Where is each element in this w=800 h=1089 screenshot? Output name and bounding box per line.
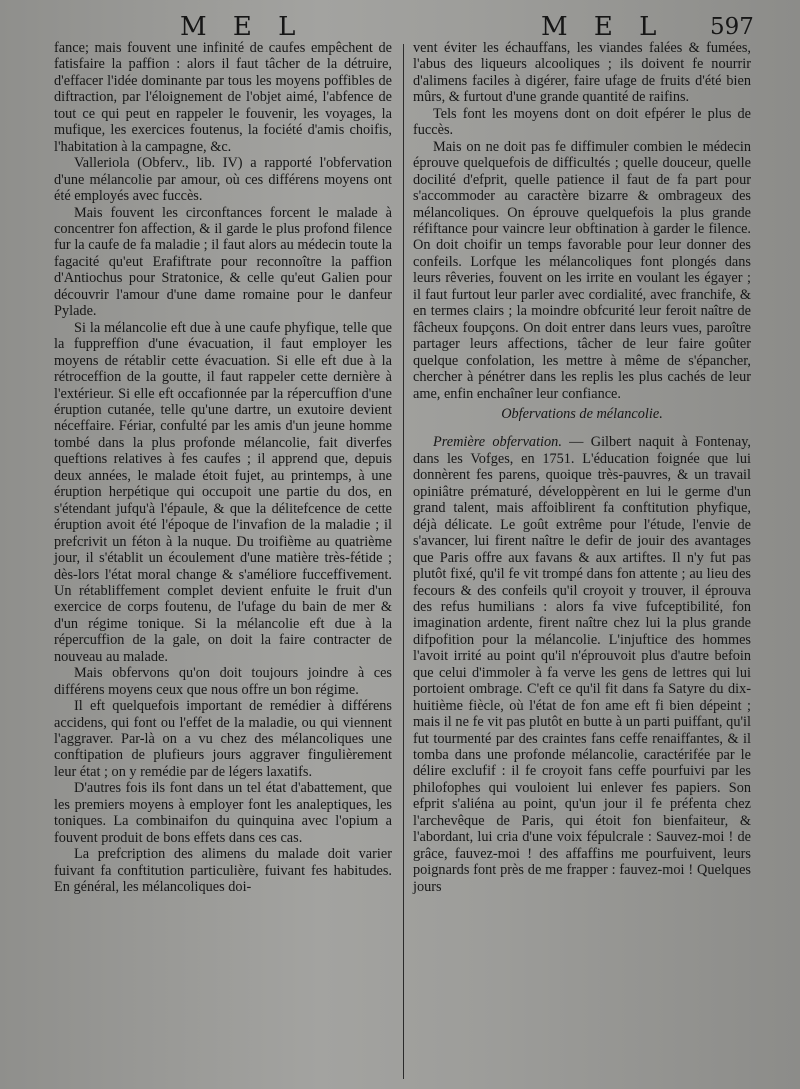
paragraph: Mais fouvent les circonftances forcent le malade à concentrer fon affection, & il garde le plus profond filence fur la caufe de fa maladie ; il faut alors au médecin toute la fagacité qu'eut Erafiftrate pour reconnoître la paffion d'Antiochus pour Stratonice, & celle qu'eut Galien pour découvrir l'amour d'une dame romaine pour le danfeur Pylade. xyxy=(54,204,392,320)
paragraph: Si la mélancolie eft due à une caufe phyfique, telle que la fuppreffion d'une évacuation, il faut employer les moyens de rétablir cette évacuation. Si elle eft due à la rétroceffion de la goutte, il faut rappeler cette dernière à l'extérieur. Si elle eft occafionnée par la répercuffion d'une éruption cutanée, telle qu'une dartre, un exutoire devient néceffaire. Fériar, confulté par les amis d'un jeune homme tombé dans la plus profonde mélancolie, fait diverfes queftions relatives à fes caufes ; il apprend que, depuis deux années, le malade étoit fujet, au printemps, à une éruption herpétique qui occupoit une partie du dos, en s'étendant jufqu'à l'épaule, & que la délitefcence de cette éruption avoit été l'époque de l'invafion de la maladie ; il prefcrivit un féton à la nuque. Du troifième au quatrième jour, il s'établit un écoulement d'une matière très-fétide ; dès-lors l'état moral change & s'améliore fucceffivement. Un rétabliffement complet devient enfuite le fruit d'un exercice de corps foutenu, de l'ufage du bain de mer & d'un régime tonique. Si la mélancolie eft due à la répercuffion de la gale, on doit la faire contracter de nouveau au malade. xyxy=(54,319,392,665)
paragraph: Mais on ne doit pas fe diffimuler combien le médecin éprouve quelquefois de difficultés ; quelle douceur, quelle docilité d'efprit, quelle patience il faut de fa part pour s'accommoder au caractère bizarre & ombrageux des mélancoliques. On éprouve quelquefois la plus grande réfiftance pour vaincre leur obftination à garder le filence. On doit choifir un temps favorable pour leur donner des confeils. Lorfque les mélancoliques font plongés dans leurs rêveries, fouvent on les irrite en voulant les égayer ; il faut furtout leur parler avec cordialité, avec franchife, & en termes clairs ; la moindre obfcurité leur feroit naître de fâcheux foupçons. On doit entrer dans leurs vues, paroître partager leurs affections, tâcher de leur faire goûter quelque confolation, les mettre à même de s'épancher, chercher à pénétrer dans les replis les plus cachés de leur ame, enfin enchaîner leur confiance. xyxy=(413,138,751,402)
page-number: 597 xyxy=(710,14,754,40)
observation-text: — Gilbert naquit à Fontenay, dans les Vofges, en 1751. L'éducation foignée que lui donnèrent fes parens, quoique très-pauvres, & un travail opiniâtre prématuré, développèrent en lui le germe d'un grand talent, mais affoiblirent fa conftitution phyfique, déjà délicate. Le goût extrême pour l'étude, l'envie de s'avancer, lui firent naître le defir de jouir des avantages que Paris offre aux favans & aux artiftes. Il n'y fut pas plutôt fixé, qu'il fe vit trompé dans fon attente ; au lieu des fecours & des confeils qu'il croyoit y trouver, il éprouva des refus humilians : alors fa vive fufceptibilité, fon imagination ardente, firent naître chez lui la plus grande difpofition pour la mélancolie. L'injuftice des hommes l'avoit irrité au point qu'il n'éprouvoit plus d'autre befoin que celui d'immoler à fa verve les gens de lettres qui lui portoient ombrage. C'eft ce qu'il fit dans fa Satyre du dix-huitième fiècle, où l'état de fon ame eft fi bien dépeint ; mais il ne fe vit pas plutôt en butte à un parti puiffant, qu'il fut tourmenté par des craintes fans ceffe renaiffantes, & il tomba dans une profonde mélancolie, caractérifée par le délire exclufif : il fe croyoit fans ceffe pourfuivi par les philofophes qui vouloient lui enlever fes papiers. Son efprit s'aliéna au point, qu'un jour il fe préfenta chez l'archevêque de Paris, qui étoit fon bienfaiteur, & l'abordant, lui cria d'une voix fépulcrale : Sauvez-moi ! de grâce, fauvez-moi ! des affaffins me pourfuivent, leurs poignards font près de me frapper : fauvez-moi ! Quelques jours xyxy=(413,434,751,895)
observation-title: Première obfervation. xyxy=(433,434,562,451)
paragraph: D'autres fois ils font dans un tel état d'abattement, que les premiers moyens à employer font les analeptiques, les toniques. La combinaifon du quinquina avec l'opium a fouvent produit de bons effets dans ces cas. xyxy=(54,780,392,846)
paragraph: fance; mais fouvent une infinité de caufes empêchent de fatisfaire la paffion : alors il faut tâcher de la détruire, d'effacer l'idée dominante par tous les moyens poffibles de diftraction, par l'éloignement de l'objet aimé, l'abfence de tout ce qui peut en rappeler le fouvenir, les voyages, la mufique, les exercices foutenus, la fociété d'amis choifis, l'habitation à la campagne, &c. xyxy=(54,40,392,155)
paragraph: Mais obfervons qu'on doit toujours joindre à ces différens moyens ceux que nous offre un bon régime. xyxy=(54,665,392,698)
right-column xyxy=(413,40,751,1080)
left-column xyxy=(54,40,392,1080)
column-divider xyxy=(403,44,404,1079)
paragraph: vent éviter les échauffans, les viandes falées & fumées, l'abus des liqueurs alcooliques ; ils doivent fe nourrir d'alimens faciles à digérer, faire ufage de fruits d'été bien mûrs, & furtout d'une grande quantité de raifins. xyxy=(413,40,751,106)
paragraph: Valleriola (Obferv., lib. IV) a rapporté l'obfervation d'une mélancolie par amour, où ces différens moyens ont été employés avec fuccès. xyxy=(54,155,392,205)
section-heading: Obfervations de mélancolie. xyxy=(501,405,663,422)
paragraph: La prefcription des alimens du malade doit varier fuivant fa conftitution particulière, fuivant fes habitudes. En général, les mélancoliques doi- xyxy=(54,846,392,896)
paragraph: Il eft quelquefois important de remédier à différens accidens, qui font ou l'effet de la maladie, ou qui viennent l'aggraver. Par-là on a vu chez des mélancoliques une conftipation de plufieurs jours aggraver fingulièrement leur état ; on y remédie par de légers laxatifs. xyxy=(54,698,392,780)
page-header xyxy=(0,4,800,44)
running-head-right: M E L xyxy=(541,12,666,42)
paragraph: Tels font les moyens dont on doit efpérer le plus de fuccès. xyxy=(413,105,751,139)
observation-paragraph xyxy=(413,434,751,895)
running-head-left: M E L xyxy=(180,12,305,42)
